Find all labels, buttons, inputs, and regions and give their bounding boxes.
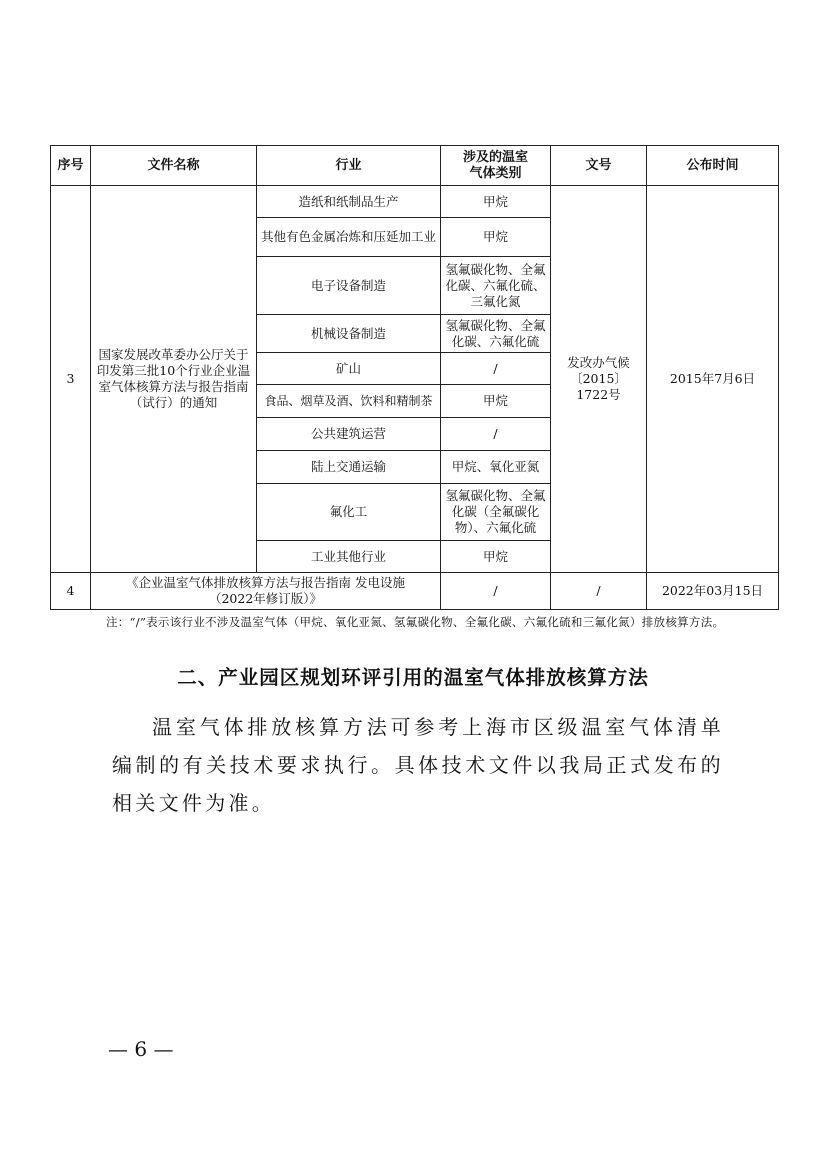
row3-name: 国家发展改革委办公厅关于印发第三批10个行业企业温室气体核算方法与报告指南（试行）的通知 — [91, 186, 257, 573]
row3-industry: 陆上交通运输 — [257, 451, 441, 484]
header-seq: 序号 — [51, 146, 91, 186]
row3-industry: 电子设备制造 — [257, 257, 441, 315]
row4-seq: 4 — [51, 573, 91, 610]
row4-gas: / — [441, 573, 551, 610]
row3-gas: 甲烷 — [441, 218, 551, 257]
header-docno: 文号 — [551, 146, 647, 186]
row3-gas: 氢氟碳化物、全氟化碳（全氟碳化物）、六氟化硫 — [441, 484, 551, 541]
row3-industry: 氟化工 — [257, 484, 441, 541]
row4-date: 2022年03月15日 — [647, 573, 779, 610]
row3-gas: 甲烷 — [441, 186, 551, 218]
row3-industry: 造纸和纸制品生产 — [257, 186, 441, 218]
table-header-row — [51, 146, 779, 186]
methods-table — [50, 145, 779, 610]
row3-industry: 矿山 — [257, 353, 441, 385]
row3-gas: 甲烷 — [441, 385, 551, 418]
row3-gas: 甲烷、氧化亚氮 — [441, 451, 551, 484]
row3-industry: 其他有色金属冶炼和压延加工业 — [257, 218, 441, 257]
table-row — [51, 186, 779, 218]
table-note: 注：“/”表示该行业不涉及温室气体（甲烷、氧化亚氮、氢氟碳化物、全氟化碳、六氟化硫和三氟化氮）排放核算方法。 — [106, 615, 725, 629]
row3-gas: 氢氟碳化物、全氟化碳、六氟化硫 — [441, 315, 551, 353]
row3-industry: 食品、烟草及酒、饮料和精制茶 — [257, 385, 441, 418]
row3-gas: / — [441, 353, 551, 385]
row3-industry: 工业其他行业 — [257, 541, 441, 573]
row3-gas: / — [441, 418, 551, 451]
header-name: 文件名称 — [91, 146, 257, 186]
header-date: 公布时间 — [647, 146, 779, 186]
row3-industry: 机械设备制造 — [257, 315, 441, 353]
row4-docno: / — [551, 573, 647, 610]
row3-gas: 甲烷 — [441, 541, 551, 573]
row3-seq: 3 — [51, 186, 91, 573]
table-row — [51, 573, 779, 610]
section-heading: 二、产业园区规划环评引用的温室气体排放核算方法 — [177, 666, 649, 689]
row3-industry: 公共建筑运营 — [257, 418, 441, 451]
body-paragraph: 温室气体排放核算方法可参考上海市区级温室气体清单编制的有关技术要求执行。具体技术文件以我局正式发布的相关文件为准。 — [112, 715, 724, 815]
row3-docno: 发改办气候〔2015〕1722号 — [551, 186, 647, 573]
row4-name: 《企业温室气体排放核算方法与报告指南 发电设施（2022年修订版）》 — [91, 573, 441, 610]
row3-gas: 氢氟碳化物、全氟化碳、六氟化硫、三氟化氮 — [441, 257, 551, 315]
page-number: — 6 — — [108, 1037, 174, 1061]
row3-date: 2015年7月6日 — [647, 186, 779, 573]
header-gas: 涉及的温室气体类别 — [441, 146, 551, 186]
header-industry: 行业 — [257, 146, 441, 186]
